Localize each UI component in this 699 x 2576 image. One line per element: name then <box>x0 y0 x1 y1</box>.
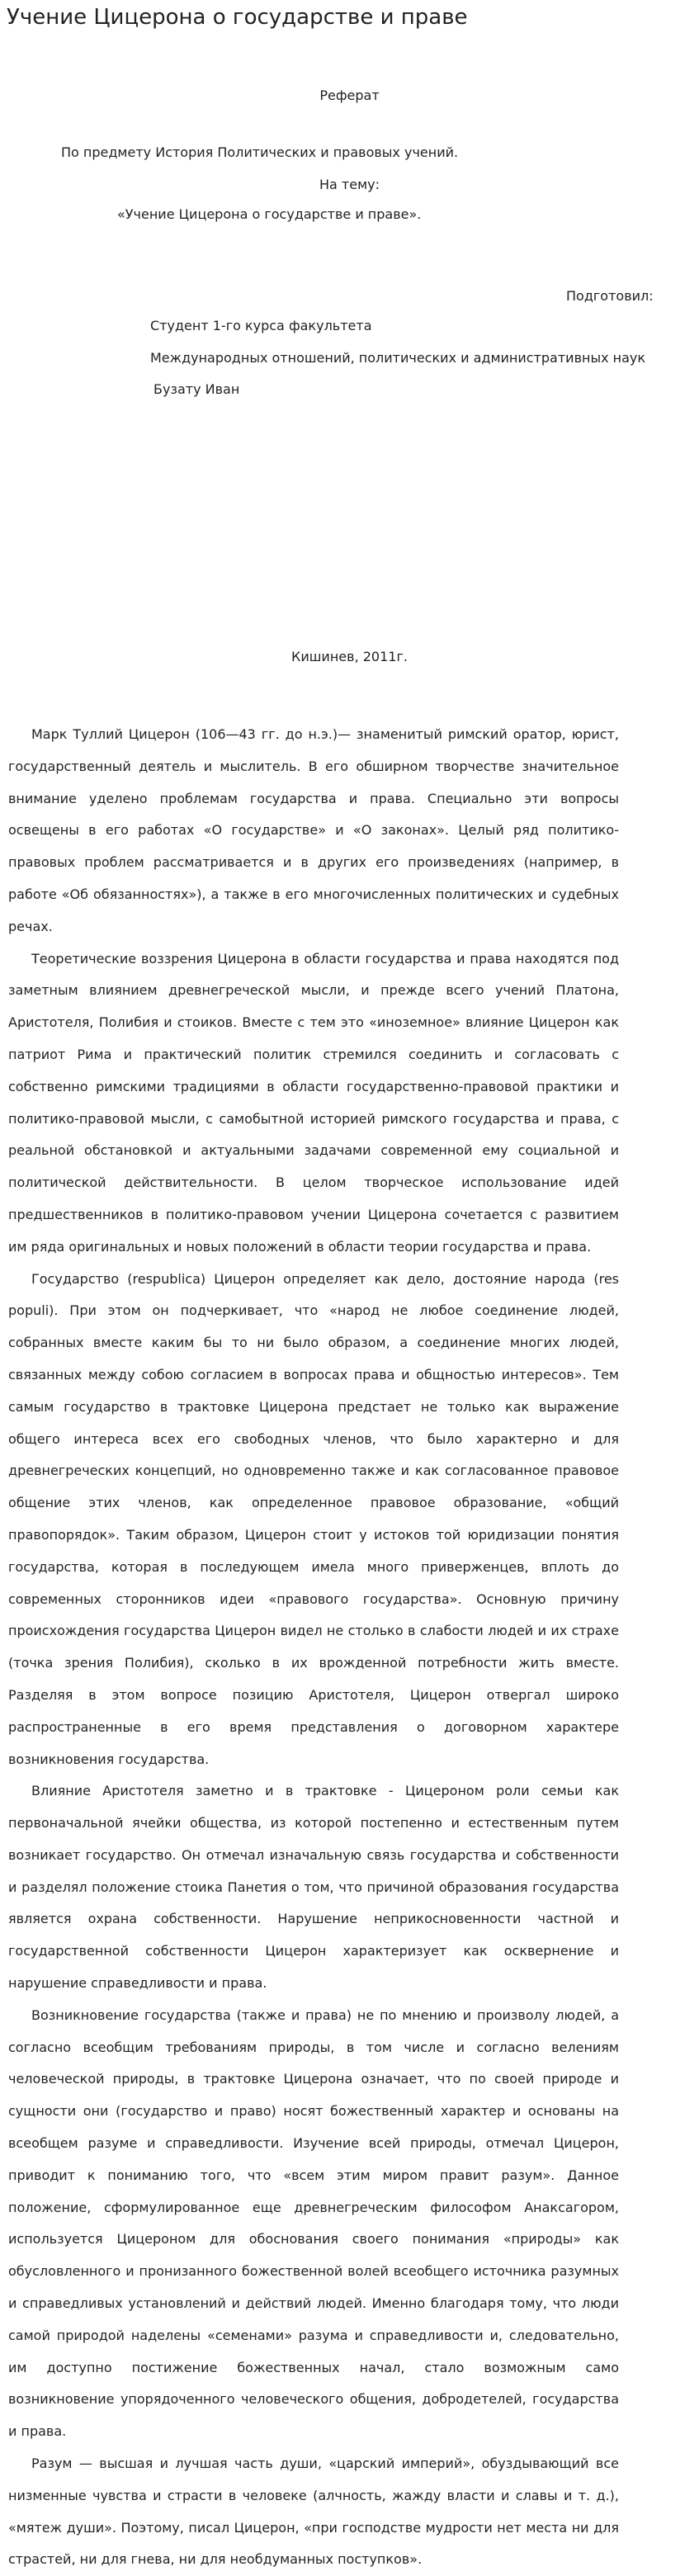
place-year: Кишинев, 2011г. <box>291 649 408 664</box>
doc-type: Реферат <box>319 87 380 103</box>
paragraph: Теоретические воззрения Цицерона в области государства и права находятся под заметным влиянием древнегреческой мысли, и прежде всего учений Платона, Аристотеля, Полибия и стоиков. Вместе с тем это «иноземное» влияние Цицерон как патриот Рима и практический политик стремился соединить и согласовать с собственно римскими традициями в области государственно-правовой практики и политико-правовой мысли, с самобытной историей римского государства и права, с реальной обстановкой и актуальными задачами современной ему социальной и политической действительности. В целом творческое использование идей предшественников в политико-правовом учении Цицерона сочетается с развитием им ряда оригинальных и новых положений в области теории государства и права. <box>8 950 619 1255</box>
prepared-by: Подготовил: <box>566 288 654 304</box>
paragraph: Разум — высшая и лучшая часть души, «царский империй», обуздывающий все низменные чувства и страсти в человеке (алчность, жажду власти и славы и т. д.), «мятеж души». Поэтому, писал Цицерон, «при господстве мудрости нет места ни для страстей, ни для гнева, ни для необдуманных поступков». <box>8 2455 619 2568</box>
subject-line: По предмету История Политических и правовых учений. <box>61 144 459 160</box>
page-title: Учение Цицерона о государстве и праве <box>7 5 468 30</box>
topic-label: На тему: <box>319 177 380 192</box>
paragraph: Государство (respublica) Цицерон определяет как дело, достояние народа (res populi). При этом он подчеркивает, что «народ не любое соединение людей, собранных вместе каким бы то ни было образом, а соединение многих людей, связанных между собою согласием в вопросах права и общностью интересов». Тем самым государство в трактовке Цицерона предстает не только как выражение общего интереса всех его свободных членов, что было характерно и для древнегреческих концепций, но одновременно также и как согласованное правовое общение этих членов, как определенное правовое образование, «общий правопорядок». Таким образом, Цицерон стоит у истоков той юридизации понятия государства, которая в последующем имела много приверженцев, вплоть до современных сторонников идеи «правового государства». Основную причину происхождения государства Цицерон видел не столько в слабости людей и их страхе (точка зрения Полибия), сколько в их врожденной потребности жить вместе. Разделяя в этом вопросе позицию Аристотеля, Цицерон отвергал широко распространенные в его время представления о договорном характере возникновения государства. <box>8 1270 619 1767</box>
paragraph: Влияние Аристотеля заметно и в трактовке - Цицероном роли семьи как первоначальной ячейки общества, из которой постепенно и естественным путем возникает государство. Он отмечал изначальную связь государства и собственности и разделял положение стоика Панетия о том, что причиной образования государства является охрана собственности. Нарушение неприкосновенности частной и государственной собственности Цицерон характеризует как осквернение и нарушение справедливости и права. <box>8 1783 619 1992</box>
author-faculty: Международных отношений, политических и административных наук <box>150 350 646 366</box>
paragraph: Возникновение государства (также и права) не по мнению и произволу людей, а согласно всеобщим требованиям природы, в том числе и согласно велениям человеческой природы, в трактовке Цицерона означает, что по своей природе и сущности они (государство и право) носят божественный характер и основаны на всеобщем разуме и справедливости. Изучение всей природы, отмечал Цицерон, приводит к пониманию того, что «всем этим миром правит разум». Данное положение, сформулированное еще древнегреческим философом Анаксагором, используется Цицероном для обоснования своего понимания «природы» как обусловленного и пронизанного божественной волей всеобщего источника разумных и справедливых установлений и действий людей. Именно благодаря тому, что люди самой природой наделены «семенами» разума и справедливости и, следовательно, им доступно постижение божественных начал, стало возможным само возникновение упорядоченного человеческого общения, добродетелей, государства и права. <box>8 2006 619 2440</box>
essay-body <box>8 719 619 2576</box>
topic-line: «Учение Цицерона о государстве и праве». <box>117 206 422 222</box>
paragraph: Марк Туллий Цицерон (106—43 гг. до н.э.)— знаменитый римский оратор, юрист, государственный деятель и мыслитель. В его обширном творчестве значительное внимание уделено проблемам государства и права. Специально эти вопросы освещены в его работах «О государстве» и «О законах». Целый ряд политико-правовых проблем рассматривается и в других его произведениях (например, в работе «Об обязанностях»), а также в его многочисленных политических и судебных речах. <box>8 726 619 934</box>
author-name: Бузату Иван <box>153 381 240 397</box>
author-course: Студент 1-го курса факультета <box>150 318 372 333</box>
